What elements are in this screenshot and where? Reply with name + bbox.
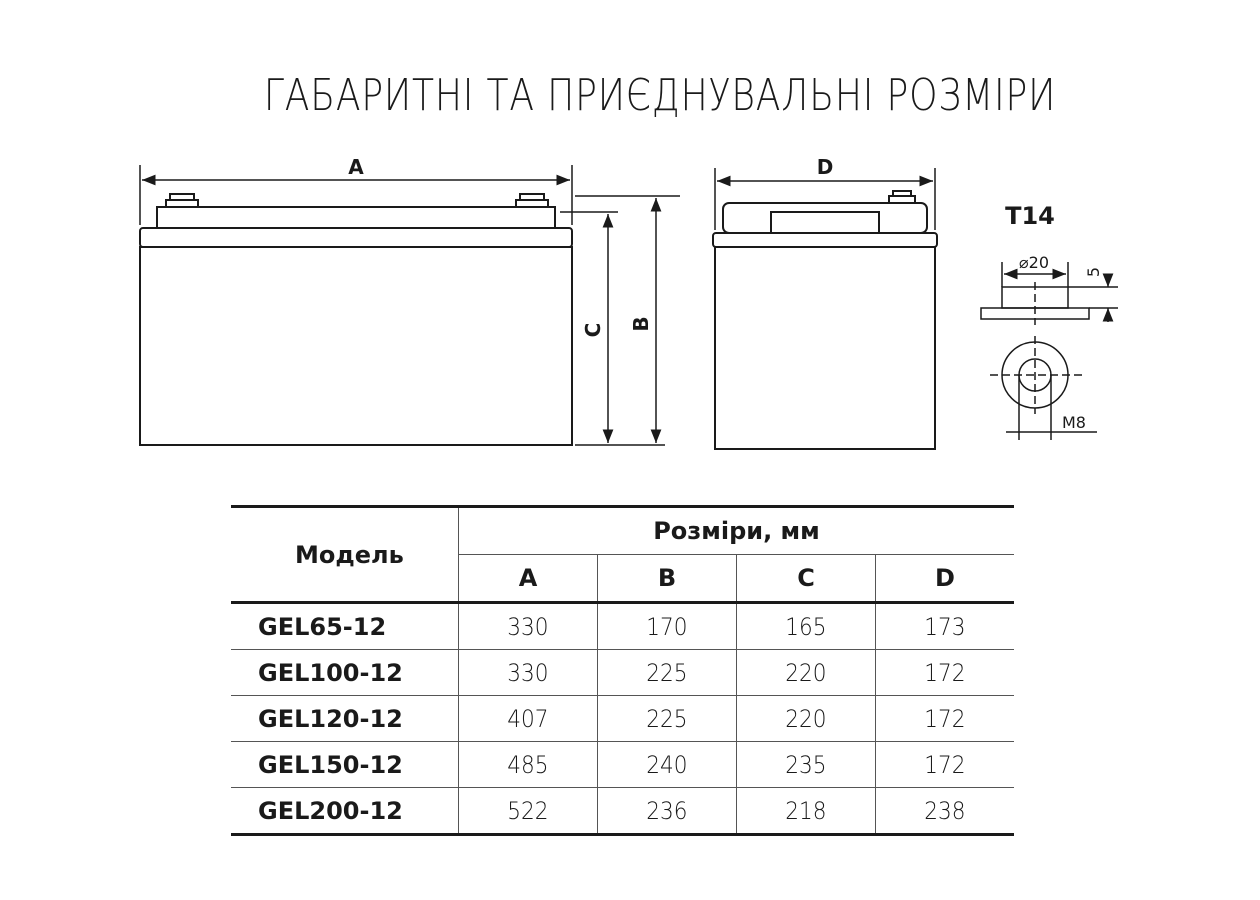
dimension-d-label: D [816, 155, 834, 179]
table-row [231, 696, 1014, 742]
model-cell: GEL65-12 [231, 603, 459, 650]
value-cell-d: 172 [876, 650, 1015, 696]
value-cell-d: 238 [876, 788, 1015, 835]
value-cell-c: 220 [737, 696, 876, 742]
value-cell-c: 218 [737, 788, 876, 835]
value-cell-b: 170 [598, 603, 737, 650]
column-header-b: B [598, 555, 737, 603]
dimension-c-b [560, 196, 680, 445]
value-cell-a: 330 [459, 650, 598, 696]
value-cell-d: 173 [876, 603, 1015, 650]
value-cell-b: 225 [598, 696, 737, 742]
model-cell: GEL100-12 [231, 650, 459, 696]
value-cell-a: 330 [459, 603, 598, 650]
dimension-b-label: B [629, 316, 653, 332]
table-row [231, 788, 1014, 835]
value-cell-d: 172 [876, 696, 1015, 742]
terminal-diameter-label: ⌀20 [1019, 253, 1049, 272]
page-title: ГАБАРИТНІ ТА ПРИЄДНУВАЛЬНІ РОЗМІРИ [263, 70, 1057, 121]
model-header: Модель [231, 507, 459, 603]
front-view [140, 194, 572, 445]
terminal-name: T14 [1005, 202, 1055, 230]
value-cell-c: 220 [737, 650, 876, 696]
column-header-d: D [876, 555, 1015, 603]
value-cell-a: 522 [459, 788, 598, 835]
model-cell: GEL200-12 [231, 788, 459, 835]
value-cell-d: 172 [876, 742, 1015, 788]
value-cell-a: 407 [459, 696, 598, 742]
dimension-c-label: C [581, 322, 605, 338]
sizes-header: Розміри, мм [459, 507, 1015, 555]
table-row [231, 742, 1014, 788]
value-cell-b: 240 [598, 742, 737, 788]
dimension-a-label: A [348, 155, 364, 179]
model-cell: GEL120-12 [231, 696, 459, 742]
side-view [713, 191, 937, 449]
dimensions-table [231, 505, 1014, 836]
value-cell-b: 236 [598, 788, 737, 835]
table-row [231, 650, 1014, 696]
value-cell-b: 225 [598, 650, 737, 696]
value-cell-c: 235 [737, 742, 876, 788]
column-header-a: A [459, 555, 598, 603]
value-cell-a: 485 [459, 742, 598, 788]
model-cell: GEL150-12 [231, 742, 459, 788]
value-cell-c: 165 [737, 603, 876, 650]
terminal-thread-label: M8 [1062, 413, 1086, 432]
table-row [231, 603, 1014, 650]
terminal-height-label: 5 [1084, 266, 1103, 278]
column-header-c: C [737, 555, 876, 603]
